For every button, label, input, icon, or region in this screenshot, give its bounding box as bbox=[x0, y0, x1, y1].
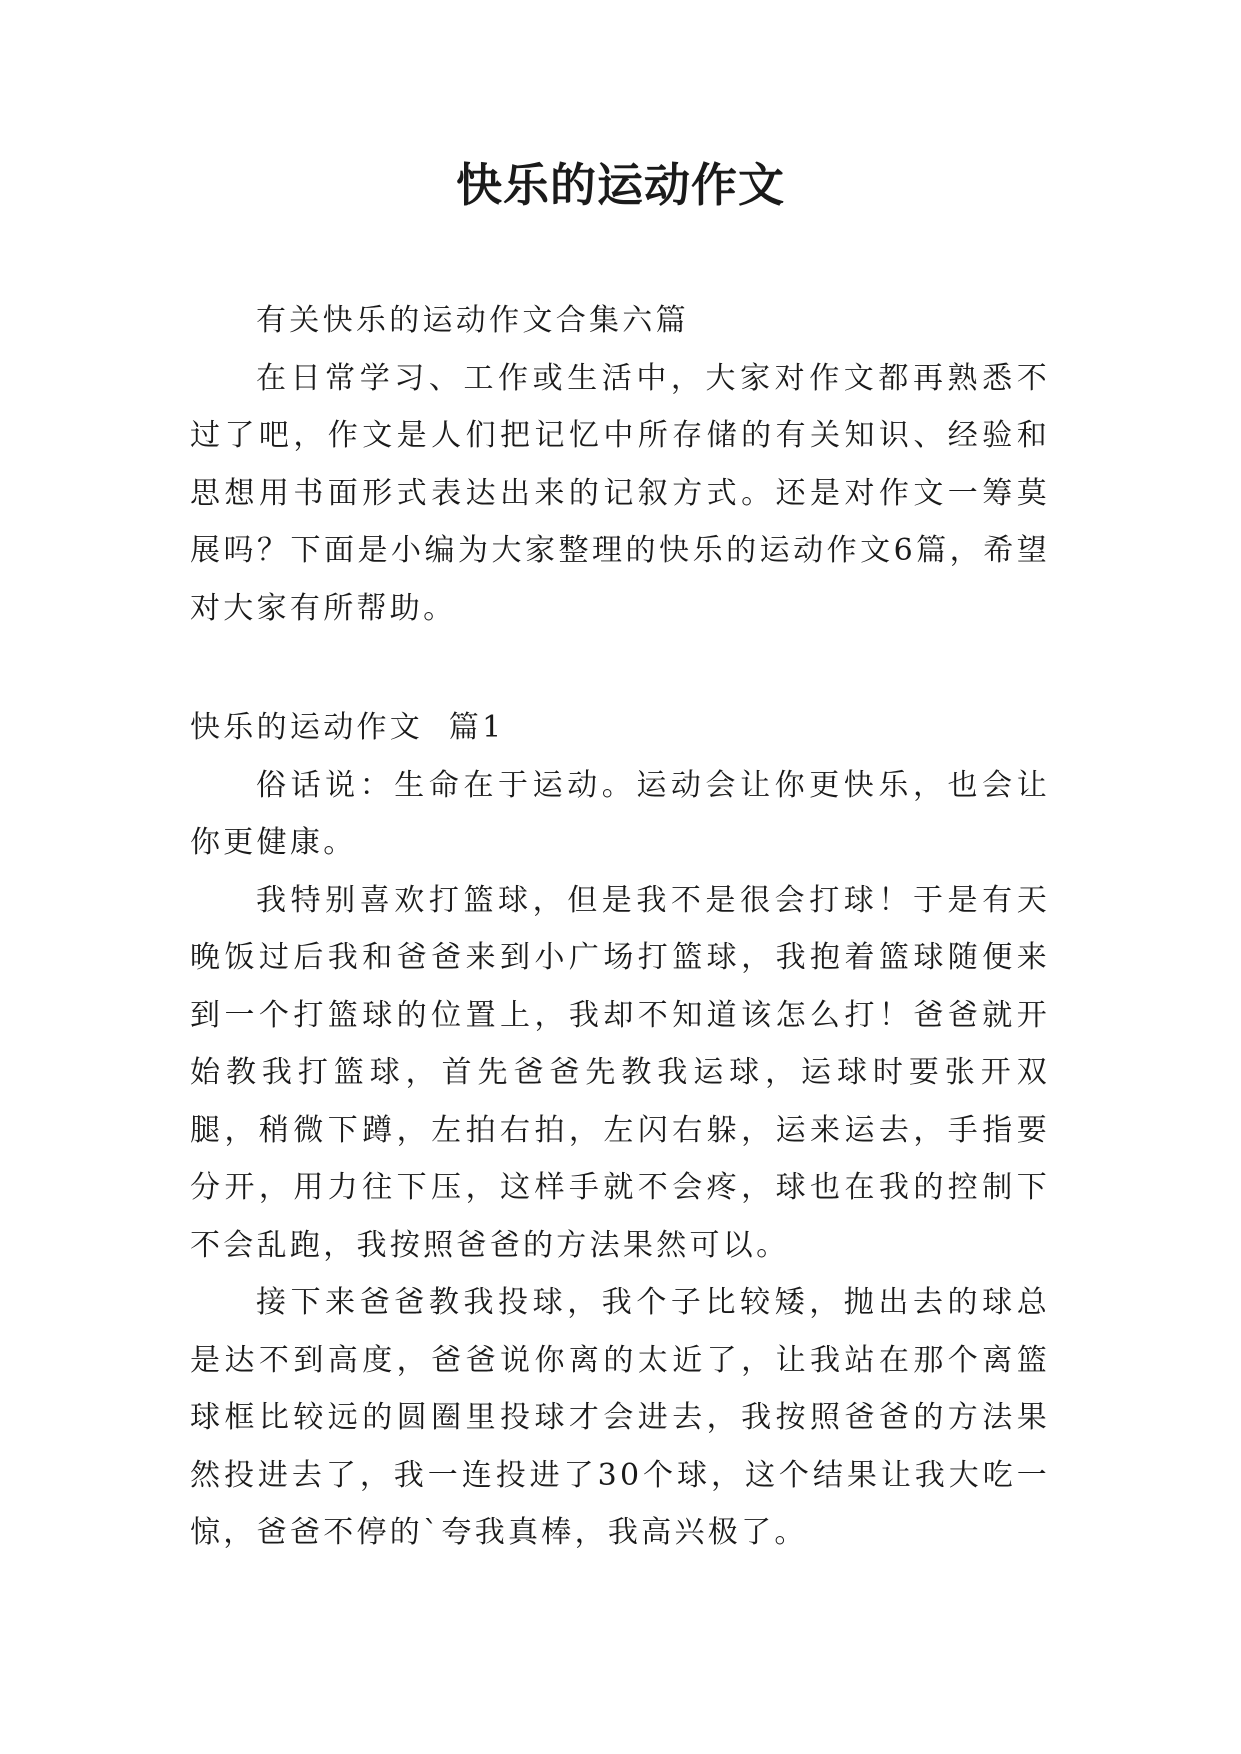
section-heading: 快乐的运动作文 篇1 bbox=[190, 710, 505, 745]
subtitle: 有关快乐的运动作文合集六篇 bbox=[256, 303, 689, 338]
section-spacer bbox=[190, 637, 1050, 699]
document-title: 快乐的运动作文 bbox=[456, 158, 785, 212]
paragraph: 我特别喜欢打篮球，但是我不是很会打球！于是有天晚饭过后我和爸爸来到小广场打篮球，我抱着篮球随便来到一个打篮球的位置上，我却不知道该怎么打！爸爸就开始教我打篮球，首先爸爸先教我运球，运球时要张开双腿，稍微下蹲，左拍右拍，左闪右躲，运来运去，手指要分开，用力往下压，这样手就不会疼，球也在我的控制下不会乱跑，我按照爸爸的方法果然可以。 bbox=[190, 882, 1050, 1263]
intro-paragraph: 在日常学习、工作或生活中，大家对作文都再熟悉不过了吧，作文是人们把记忆中所存储的有关知识、经验和思想用书面形式表达出来的记叙方式。还是对作文一筹莫展吗？下面是小编为大家整理的快乐的运动作文6篇，希望对大家有所帮助。 bbox=[190, 360, 1050, 626]
paragraph: 俗话说：生命在于运动。运动会让你更快乐，也会让你更健康。 bbox=[190, 767, 1050, 860]
paragraph: 接下来爸爸教我投球，我个子比较矮，抛出去的球总是达不到高度，爸爸说你离的太近了，让我站在那个离篮球框比较远的圆圈里投球才会进去，我按照爸爸的方法果然投进去了，我一连投进了30个球，这个结果让我大吃一惊，爸爸不停的`夸我真棒，我高兴极了。 bbox=[190, 1285, 1050, 1550]
document-body bbox=[190, 292, 1050, 1562]
